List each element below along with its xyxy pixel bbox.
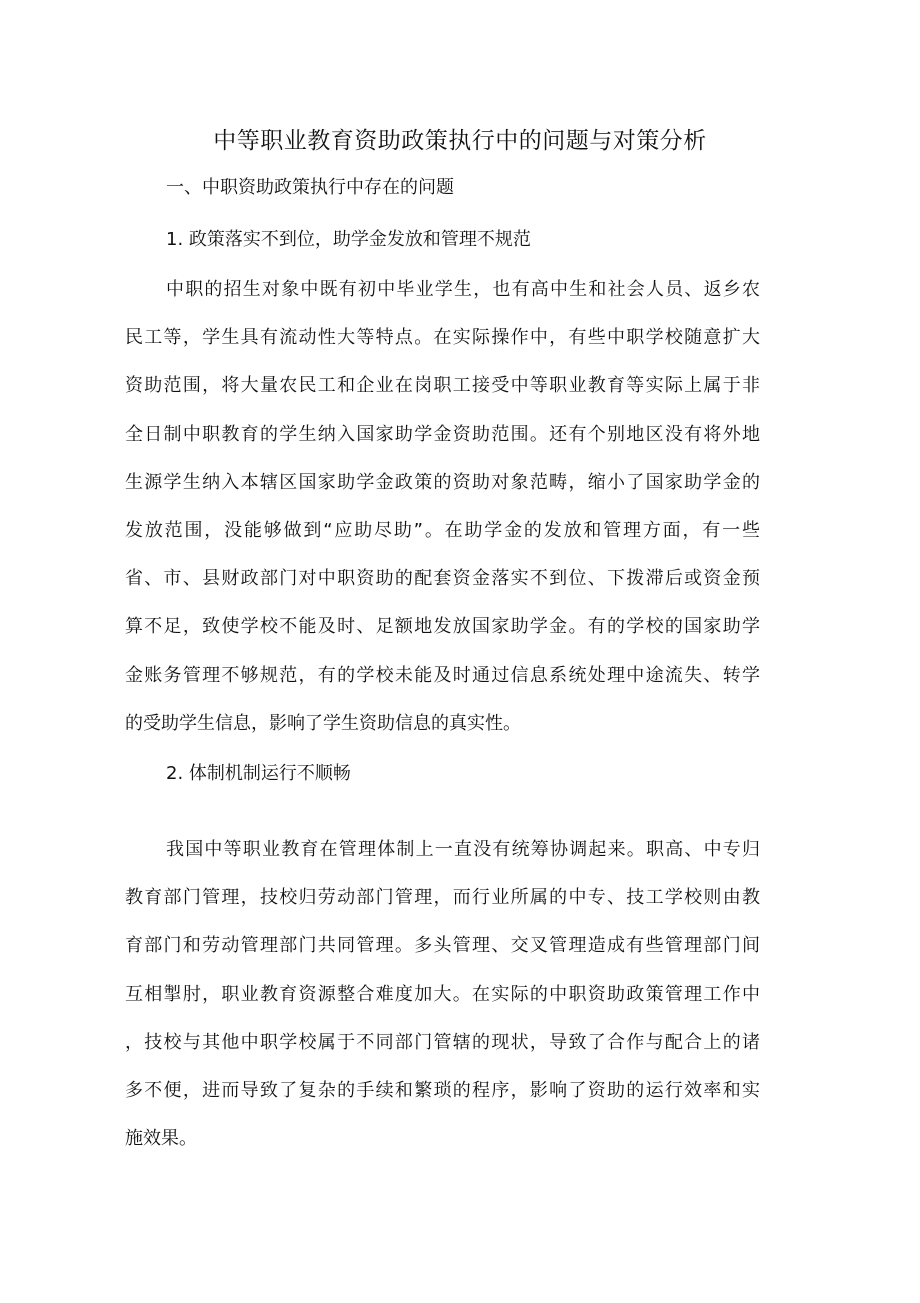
paragraph-line: 算不足，致使学校不能及时、足额地发放国家助学金。有的学校的国家助学: [125, 616, 760, 638]
paragraph-line: 金账务管理不够规范，有的学校未能及时通过信息系统处理中途流失、转学: [125, 664, 760, 686]
subsection-1-paragraph: [125, 266, 765, 748]
paragraph-line: 发放范围，没能够做到“应助尽助”。在助学金的发放和管理方面，有一些: [125, 520, 760, 542]
subsection-2-heading: 2. 体制机制运行不顺畅: [166, 763, 351, 784]
paragraph-line: 资助范围，将大量农民工和企业在岗职工接受中等职业教育等实际上属于非: [125, 375, 760, 397]
paragraph-line: 生源学生纳入本辖区国家助学金政策的资助对象范畴，缩小了国家助学金的: [125, 471, 760, 493]
section-heading: 一、中职资助政策执行中存在的问题: [166, 177, 454, 198]
paragraph-line: 育部门和劳动管理部门共同管理。多头管理、交叉管理造成有些管理部门间: [125, 935, 760, 957]
document-title: 中等职业教育资助政策执行中的问题与对策分析: [213, 128, 707, 154]
paragraph-line: ，技校与其他中职学校属于不同部门管辖的现状，导致了合作与配合上的诸: [125, 1031, 760, 1053]
subsection-2-paragraph: [125, 826, 765, 1163]
paragraph-line: 施效果。: [125, 1128, 197, 1150]
paragraph-line: 的受助学生信息，影响了学生资助信息的真实性。: [125, 712, 521, 734]
paragraph-line: 省、市、县财政部门对中职资助的配套资金落实不到位、下拨滞后或资金预: [125, 568, 760, 590]
paragraph-line: 多不便，进而导致了复杂的手续和繁琐的程序，影响了资助的运行效率和实: [125, 1080, 760, 1102]
paragraph-line: 中职的招生对象中既有初中毕业学生，也有高中生和社会人员、返乡农: [166, 279, 760, 300]
paragraph-line: 教育部门管理，技校归劳动部门管理，而行业所属的中专、技工学校则由教: [125, 887, 760, 909]
paragraph-line: 民工等，学生具有流动性大等特点。在实际操作中，有些中职学校随意扩大: [125, 327, 760, 349]
subsection-1-heading: 1. 政策落实不到位，助学金发放和管理不规范: [166, 229, 531, 250]
paragraph-line: 互相掣肘，职业教育资源整合难度加大。在实际的中职资助政策管理工作中: [125, 983, 760, 1005]
paragraph-line: 我国中等职业教育在管理体制上一直没有统筹协调起来。职高、中专归: [166, 839, 760, 860]
paragraph-line: 全日制中职教育的学生纳入国家助学金资助范围。还有个别地区没有将外地: [125, 423, 760, 445]
